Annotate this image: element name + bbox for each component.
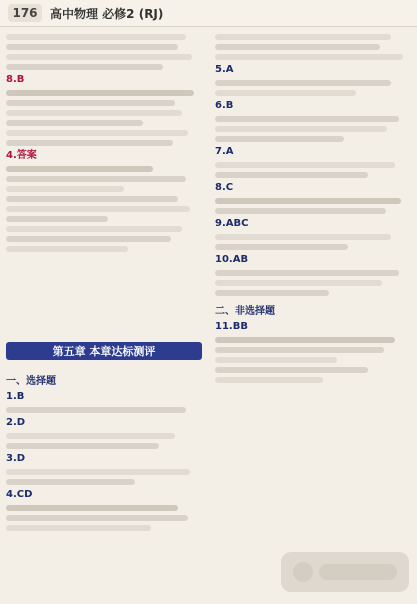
text-line — [6, 515, 188, 521]
text-line — [215, 136, 344, 142]
text-line — [215, 270, 399, 276]
text-line — [6, 120, 143, 126]
text-line — [6, 443, 159, 449]
text-line — [6, 90, 194, 96]
page-header — [0, 0, 417, 27]
book-title: 高中物理 必修2 (RJ) — [50, 6, 164, 21]
mcq-item-label: 1.B — [6, 391, 25, 402]
page-number: 176 — [8, 4, 42, 22]
mcq-item-label: 5.A — [215, 64, 234, 75]
text-line — [6, 206, 190, 212]
text-line — [6, 166, 153, 172]
text-line — [6, 34, 186, 40]
text-line — [6, 236, 171, 242]
mcq-item-label: 4.CD — [6, 489, 33, 500]
answer-item-label: 8.B — [6, 74, 25, 85]
chapter-banner: 第五章 本章达标测评 — [6, 342, 202, 360]
text-line — [215, 357, 337, 363]
mcq-item-label: 7.A — [215, 146, 234, 157]
left-column-continuation — [6, 366, 202, 598]
text-line — [215, 162, 395, 168]
text-line — [6, 226, 182, 232]
text-line — [215, 44, 380, 50]
text-line — [6, 469, 190, 475]
answer-item-label: 4.答案 — [6, 150, 37, 161]
text-line — [6, 433, 175, 439]
text-line — [6, 110, 182, 116]
text-line — [6, 505, 178, 511]
mcq-item-label: 6.B — [215, 100, 234, 111]
text-line — [215, 90, 356, 96]
text-line — [215, 172, 368, 178]
text-line — [6, 216, 108, 222]
text-line — [215, 377, 323, 383]
text-line — [215, 347, 384, 353]
mcq-item-label: 9.ABC — [215, 218, 249, 229]
text-line — [6, 64, 163, 70]
text-line — [6, 186, 124, 192]
mcq-item-label: 8.C — [215, 182, 234, 193]
text-line — [6, 196, 178, 202]
text-line — [215, 337, 395, 343]
watermark-logo-icon — [279, 546, 411, 598]
text-line — [215, 290, 329, 296]
text-line — [215, 208, 386, 214]
text-line — [6, 407, 186, 413]
text-line — [215, 34, 391, 40]
right-column — [215, 30, 411, 596]
text-line — [215, 367, 368, 373]
text-line — [215, 126, 387, 132]
section-title-free: 二、非选择题 — [215, 306, 275, 317]
text-line — [6, 525, 151, 531]
text-line — [215, 234, 391, 240]
text-line — [215, 54, 403, 60]
text-line — [6, 140, 173, 146]
text-line — [215, 80, 391, 86]
text-line — [215, 116, 399, 122]
text-line — [6, 44, 178, 50]
section-title-mcq: 一、选择题 — [6, 376, 56, 387]
text-line — [6, 54, 192, 60]
text-line — [6, 246, 128, 252]
text-line — [6, 100, 175, 106]
text-line — [215, 244, 348, 250]
mcq-item-label: 10.AB — [215, 254, 249, 265]
text-line — [6, 130, 188, 136]
mcq-item-label: 2.D — [6, 417, 26, 428]
mcq-item-label: 3.D — [6, 453, 26, 464]
text-line — [6, 176, 186, 182]
free-item-label: 11.BB — [215, 321, 248, 332]
text-line — [215, 198, 401, 204]
text-line — [215, 280, 382, 286]
text-line — [6, 479, 135, 485]
